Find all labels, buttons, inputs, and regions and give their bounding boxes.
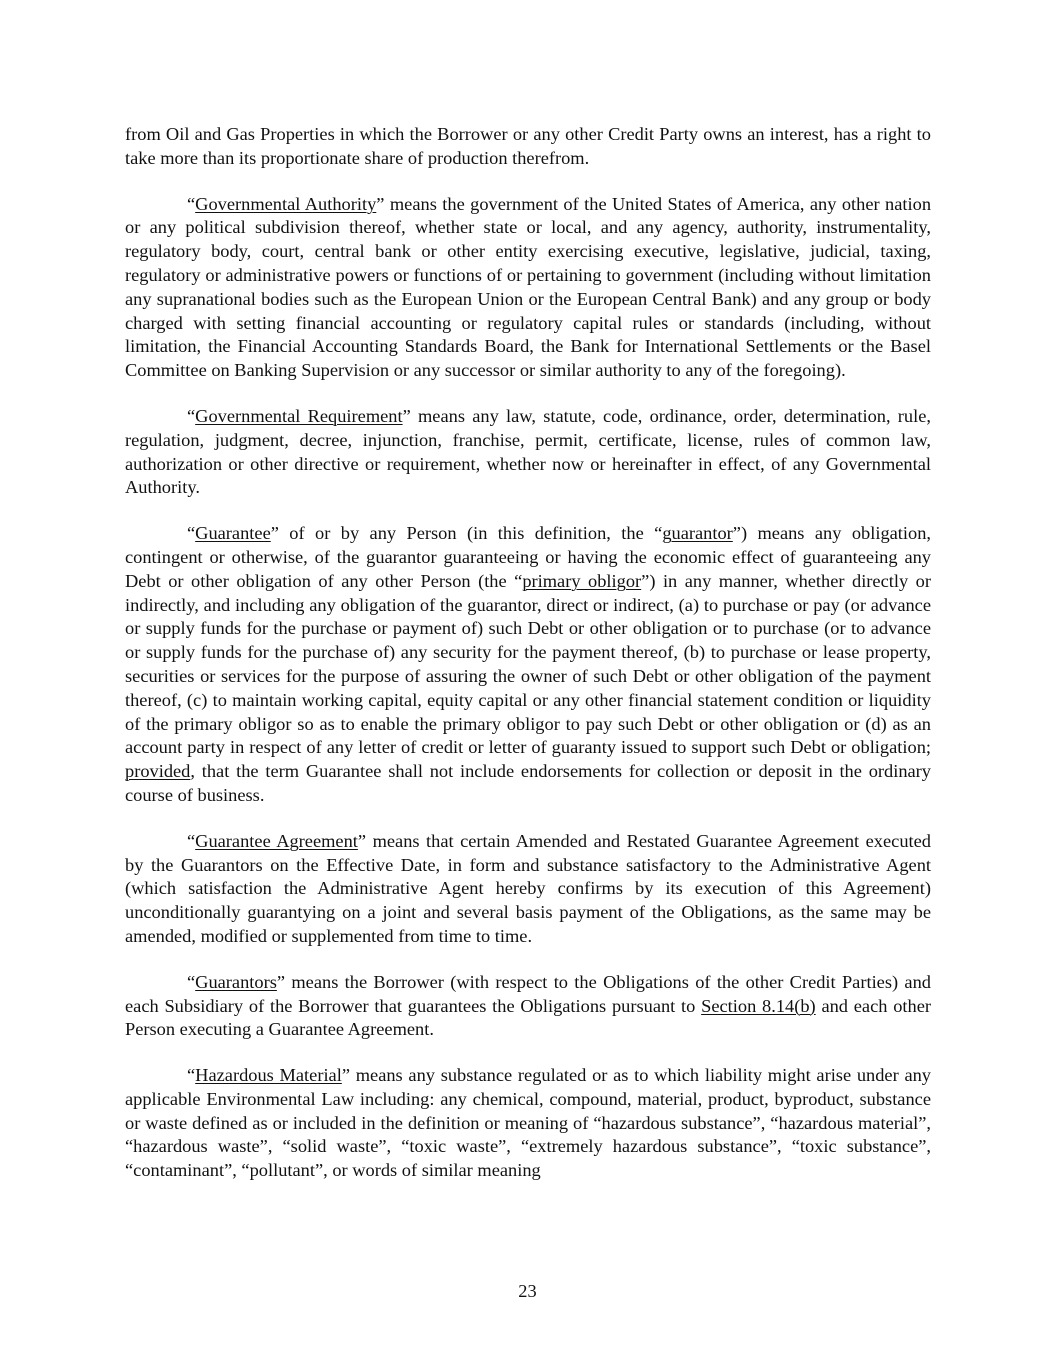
definition-body: means that certain Amended and Restated Guarantee Agreement executed by the Guarantors on the Effective Date, in form and substance satisfactory to the Administrative Agent (which satisfaction the Administrative Agent hereby confirms by its execution of this Agreement) unconditionally guarantying on a joint and several basis payment of the Obligations, as the same may be amended, modified or supplemented from time to time. xyxy=(125,830,931,946)
open-quote: “ xyxy=(187,830,196,851)
defined-term-primary-obligor: primary obligor xyxy=(522,570,642,591)
close-quote: ” xyxy=(270,523,279,544)
defined-term: Guarantors xyxy=(195,971,277,992)
definition-guarantee-agreement xyxy=(125,830,931,949)
defined-term: Guarantee xyxy=(195,523,271,544)
close-quote: ” xyxy=(402,405,411,426)
definition-governmental-requirement xyxy=(125,405,931,500)
definition-governmental-authority xyxy=(125,193,931,383)
defined-term: Governmental Requirement xyxy=(195,405,403,426)
page-number: 23 xyxy=(518,1281,537,1301)
close-quote: ” xyxy=(276,971,286,992)
proviso-term: provided xyxy=(125,761,191,782)
definition-guarantee xyxy=(125,522,931,808)
open-quote: “ xyxy=(187,405,196,426)
definition-body-part: and each other Person executing a Guarantee Agreement. xyxy=(125,995,931,1040)
defined-term: Hazardous Material xyxy=(195,1065,342,1086)
definition-body-part: means the Borrower (with respect to the Obligations of the other Credit Parties) and each Subsidiary of the Borrower that guarantees the Obligations pursuant to xyxy=(125,971,931,1016)
defined-term: Governmental Authority xyxy=(195,193,377,214)
close-quote: ” xyxy=(376,193,385,214)
definition-body: means the government of the United States of America, any other nation or any political subdivision thereof, whether state or local, and any agency, authority, instrumentality, regulatory body, court, central bank or other entity exercising executive, legislative, judicial, taxing, regulatory or administrative powers or functions of or pertaining to government (including without limitation any supranational bodies such as the European Union or the European Central Bank) and any group or body charged with setting financial accounting or regulatory capital rules or standards (including, without limitation, the Financial Accounting Standards Board, the Bank for International Settlements or the Basel Committee on Banking Supervision or any successor or similar authority to any of the foregoing). xyxy=(125,193,932,381)
definition-body: means any substance regulated or as to which liability might arise under any applicable Environmental Law including: any chemical, compound, material, product, byproduct, substance or waste defined as or included in the definition or meaning of “hazardous substance”, “hazardous material”, “hazardous waste”, “solid waste”, “toxic waste”, “extremely hazardous substance”, “toxic substance”, “contaminant”, “pollutant”, or words of similar meaning xyxy=(125,1065,931,1181)
section-reference: Section 8.14(b) xyxy=(701,995,816,1016)
close-quote: ” xyxy=(357,830,367,851)
definition-body: means any law, statute, code, ordinance, order, determination, rule, regulation, judgment, decree, injunction, franchise, permit, certificate, license, rules of common law, authorization or other directive or requirement, whether now or hereinafter in effect, of any Governmental Authority. xyxy=(125,405,931,498)
paragraph-continuation xyxy=(125,123,931,171)
close-quote: ” xyxy=(341,1065,350,1086)
definition-body-part: of or by any Person (in this definition, the “ xyxy=(278,523,663,544)
definition-hazardous-material xyxy=(125,1064,931,1183)
open-quote: “ xyxy=(187,523,196,544)
document-page xyxy=(125,123,931,1205)
defined-term: Guarantee Agreement xyxy=(195,830,358,851)
definition-guarantors xyxy=(125,971,931,1042)
open-quote: “ xyxy=(187,1065,196,1086)
paragraph-text: from Oil and Gas Properties in which the Borrower or any other Credit Party owns an interest, has a right to take more than its proportionate share of production therefrom. xyxy=(125,124,931,168)
definition-body-part: ”) in any manner, whether directly or indirectly, and including any obligation of the guarantor, direct or indirect, (a) to purchase or pay (or advance or supply funds for the purchase or payment of) such Debt or other obligation or to purchase (or to advance or supply funds for the purchase of) any security for the payment thereof, (b) to purchase or lease property, securities or services for the purpose of assuring the owner of such Debt or other obligation of the payment thereof, (c) to maintain working capital, equity capital or any other financial statement condition or liquidity of the primary obligor so as to enable the primary obligor to pay such Debt or other obligation or (d) as an account party in respect of any letter of credit or letter of guaranty issued to support such Debt or obligation; xyxy=(125,570,931,758)
open-quote: “ xyxy=(187,193,196,214)
definition-body-part: ”) means any obligation, contingent or otherwise, of the guarantor guaranteeing or having the economic effect of guaranteeing any Debt or other obligation of any other Person (the “ xyxy=(125,523,932,591)
defined-term-guarantor: guarantor xyxy=(662,523,733,544)
definition-body-part: , that the term Guarantee shall not include endorsements for collection or deposit in the ordinary course of business. xyxy=(125,761,931,805)
open-quote: “ xyxy=(187,971,196,992)
